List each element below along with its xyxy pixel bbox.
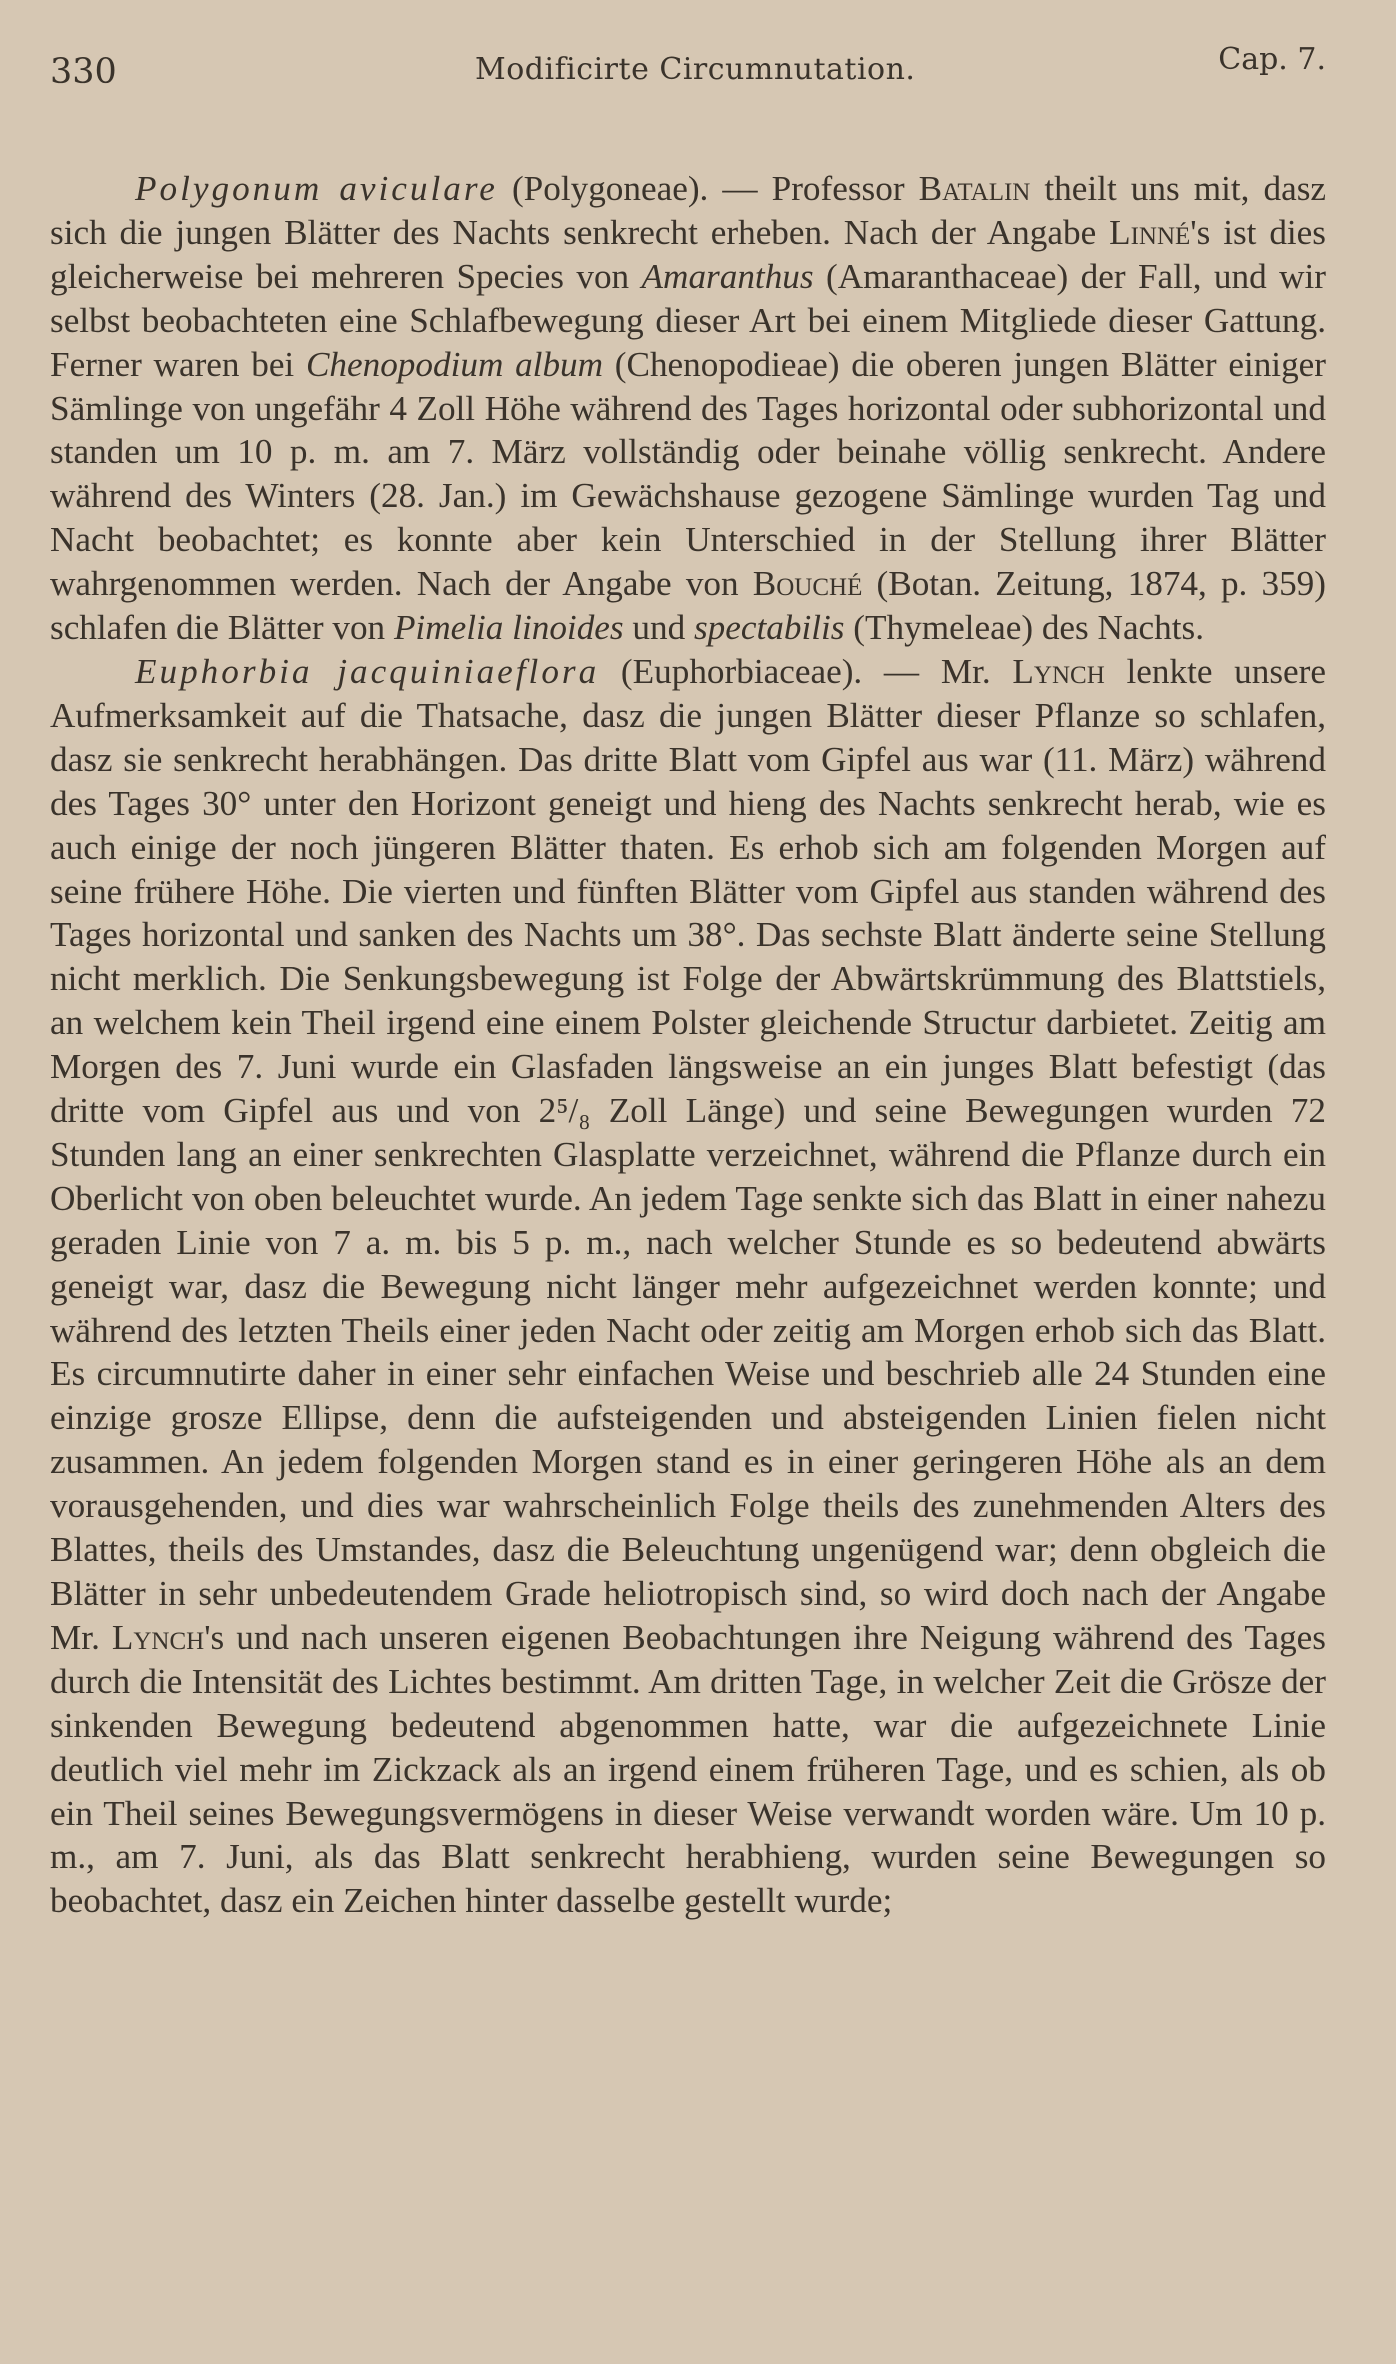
page-number: 330 [50, 52, 117, 92]
chapter-label: Cap. 7. [1218, 42, 1326, 77]
text-run: (Thymeleae) des Nachts. [844, 608, 1205, 648]
species-name: Chenopodium album [305, 344, 604, 384]
page-body [50, 167, 1326, 1923]
author-name: Batalin [918, 169, 1031, 208]
text-run: (Polygoneae). — Professor [497, 169, 919, 208]
species-name: Pimelia linoides [393, 608, 624, 648]
page-header [50, 30, 1326, 110]
author-name: Lynch [111, 1617, 205, 1657]
paragraph-polygonum [50, 167, 1326, 650]
paragraph-euphorbia [50, 650, 1326, 1923]
text-run: (Chenopodieae) die oberen jungen Blätter einiger Sämlinge von ungefähr 4 Zoll Höhe während des Tages horizontal oder subhorizontal und standen um 10 p. m. am 7. März vollständig oder beinahe völlig senkrecht. Andere während des Winters (28. Jan.) im Gewächshause gezogene Sämlinge wurden Tag und Nacht beobachtet; es konnte aber kein Unterschied in der Stellung ihrer Blätter wahrgenommen werden. Nach der Angabe von [50, 344, 1327, 604]
text-run: (Amaranthaceae) der Fall, und wir selbst beobachteten eine Schlafbewegung dieser Art bei einem Mitgliede dieser Gattung. Ferner waren bei [50, 256, 1326, 384]
text-run: lenkte unsere Aufmerksamkeit auf die Thatsache, dasz die jungen Blätter dieser Pflanze so schlafen, dasz sie senkrecht herabhängen. Das dritte Blatt vom Gipfel aus war (11. März) während des Tages 30° unter den Horizont geneigt und hieng des Nachts senkrecht herab, wie es auch einige der noch jüngeren Blätter thaten. Es erhob sich am folgenden Morgen auf seine frühere Höhe. Die vierten und fünften Blätter vom Gipfel aus standen während des Tages horizontal und sanken des Nachts um 38°. Das sechste Blatt änderte seine Stellung nicht merklich. Die Senkungsbewegung ist Folge der Abwärtskrümmung des Blattstiels, an welchem kein Theil irgend eine einem Polster gleichende Structur darbietet. Zeitig am Morgen des 7. Juni wurde ein Glasfaden längsweise an ein junges Blatt befestigt (das dritte vom Gipfel aus und von 2⁵/₈ Zoll Länge) und seine Bewegungen wurden 72 Stunden lang an einer senkrechten Glasplatte verzeichnet, während die Pflanze durch ein Oberlicht von oben beleuchtet wurde. An jedem Tage senkte sich das Blatt in einer nahezu geraden Linie von 7 a. m. bis 5 p. m., nach welcher Stunde es so bedeutend abwärts geneigt war, dasz die Bewegung nicht länger mehr aufgezeichnet werden konnte; und während des letzten Theils einer jeden Nacht oder zeitig am Morgen erhob sich das Blatt. Es circumnutirte daher in einer sehr einfachen Weise und beschrieb alle 24 Stunden eine einzige grosze Ellipse, denn die aufsteigenden und absteigenden Linien fielen nicht zusammen. An jedem folgenden Morgen stand es in einer geringeren Höhe als an dem vorausgehenden, und dies war wahrscheinlich Folge theils des zunehmenden Alters des Blattes, theils des Umstandes, dasz die Beleuchtung ungenügend war; denn obgleich die Blätter in sehr unbedeutendem Grade heliotropisch sind, so wird doch nach der Angabe Mr. [50, 651, 1327, 1657]
text-run: (Botan. Zeitung, 1874, p. 359) schlafen die Blätter von [50, 564, 1326, 648]
text-run: und [623, 608, 694, 648]
text-run: theilt uns mit, dasz sich die jungen Blätter des Nachts senkrecht erheben. Nach der Angabe [50, 169, 1327, 252]
species-name: spectabilis [693, 608, 845, 648]
text-run: 's und nach unseren eigenen Beobachtungen ihre Neigung während des Tages durch die Intensität des Lichtes bestimmt. Am dritten Tage, in welcher Zeit die Grösze der sinkenden Bewegung bedeutend abgenommen hatte, war die aufgezeichnete Linie deutlich viel mehr im Zickzack als an irgend einem früheren Tage, und es schien, als ob ein Theil seines Bewegungsvermögens in dieser Weise verwandt worden wäre. Um 10 p. m., am 7. Juni, als das Blatt senkrecht herabhieng, wurden seine Bewegungen so beobachtet, dasz ein Zeichen hinter dasselbe gestellt wurde; [50, 1617, 1326, 1921]
text-run: 's ist dies gleicherweise bei mehreren Species von [50, 212, 1326, 296]
author-name: Lynch [1012, 651, 1105, 691]
species-name: Euphorbia jacquiniaeflora [135, 651, 600, 691]
author-name: Bouché [752, 564, 863, 604]
species-name: Polygonum aviculare [135, 169, 498, 208]
text-run: (Euphorbiaceae). — Mr. [599, 651, 1013, 691]
genus-name: Amaranthus [641, 256, 814, 296]
author-name: Linné [1109, 212, 1191, 252]
running-title: Modificirte Circumnutation. [475, 52, 916, 87]
